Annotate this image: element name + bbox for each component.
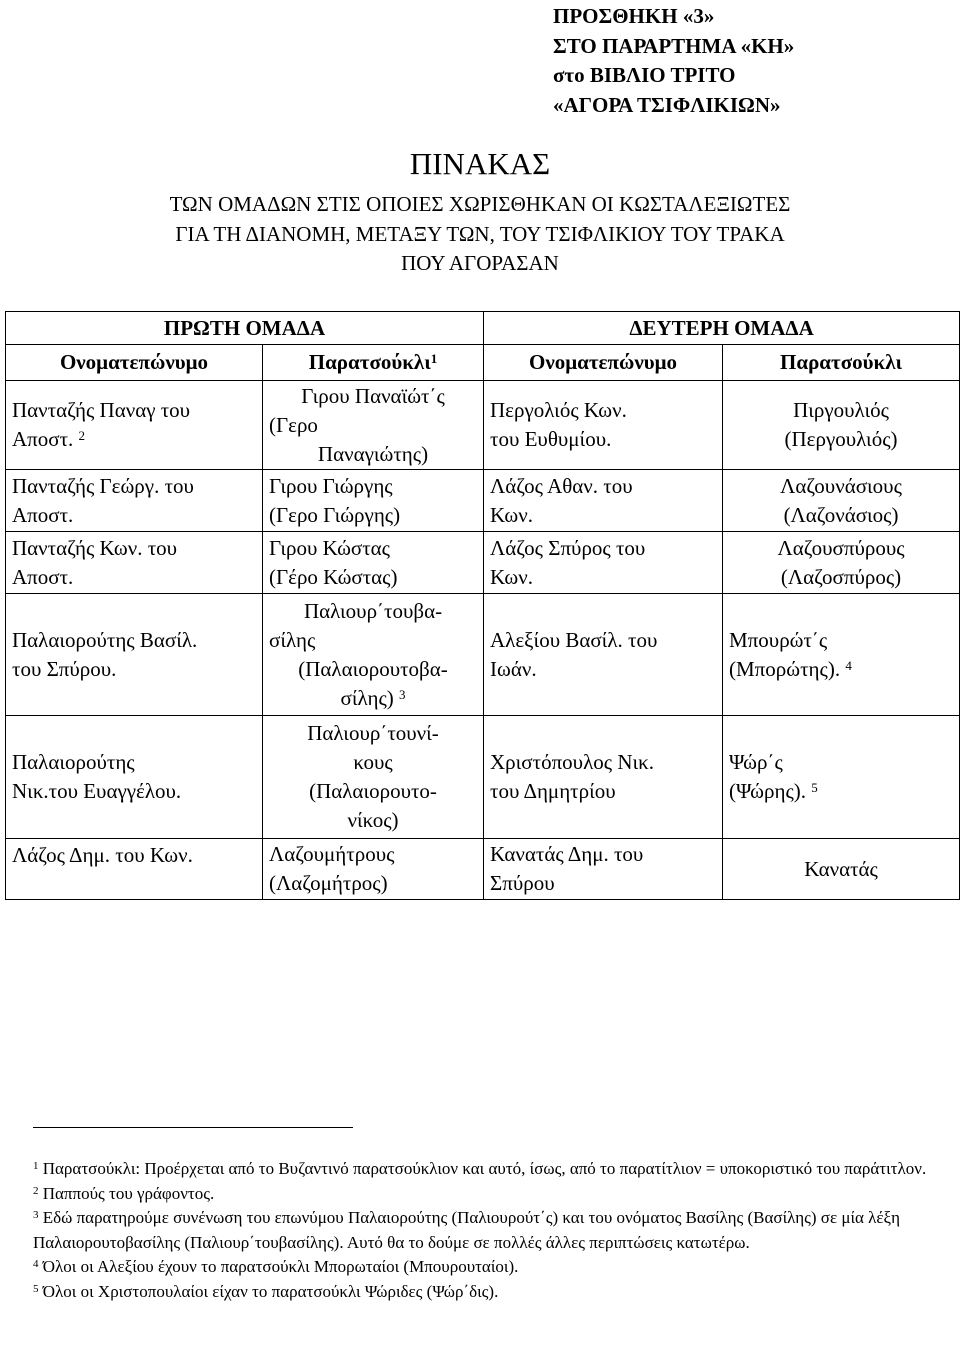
footnote-ref: 4 <box>845 657 852 673</box>
cell-line: (Γερο <box>269 412 318 437</box>
cell-line: Κανατάς <box>804 856 878 881</box>
table-row <box>6 716 960 839</box>
cell-line <box>269 684 477 713</box>
name-cell <box>6 594 263 716</box>
footnote-text: Όλοι οι Χριστοπουλαίοι είχαν το παρατσούκλι Ψώριδες (Ψώρ΄δις). <box>42 1281 499 1301</box>
group-second-header: ΔΕΥΤΕΡΗ ΟΜΑΔΑ <box>484 312 960 345</box>
name-cell <box>6 716 263 839</box>
header-line: «ΑΓΟΡΑ ΤΣΙΦΛΙΚΙΩΝ» <box>553 92 781 117</box>
cell-text: (Ψώρης). <box>729 779 807 803</box>
table-row <box>6 470 960 532</box>
nickname-cell <box>723 839 960 900</box>
footnote <box>33 1280 933 1305</box>
name-cell <box>484 532 723 594</box>
name-cell <box>6 381 263 470</box>
cell-line: (Περγουλιός) <box>784 427 898 451</box>
footnote-text: Εδώ παρατηρούμε συνένωση του επωνύμου Παλαιορούτης (Παλιουρούτ΄ς) και του ονόματος Βασίλης (Βασίλης) σε μία λέξη Παλαιορουτοβασίλης (Παλιουρ΄τουβασίλης). Αυτό θα το δούμε σε πολλές άλλες περιπτώσεις κατωτέρω. <box>33 1208 901 1252</box>
table-row <box>6 594 960 716</box>
cell-line: (Γέρο Κώστας) <box>269 564 398 589</box>
nickname-cell <box>723 470 960 532</box>
nickname-cell <box>263 594 484 716</box>
cell-line: του Σπύρου. <box>12 656 117 681</box>
cell-line: σίλης <box>269 627 316 652</box>
name-cell <box>6 839 263 900</box>
cell-line: Σπύρου <box>490 871 555 895</box>
cell-line: Λαζουσπύρους <box>777 535 905 560</box>
cell-line: (Γερο Γιώργης) <box>269 502 401 527</box>
footnote-ref: 3 <box>399 686 406 702</box>
table-row <box>6 381 960 470</box>
name-cell <box>6 532 263 594</box>
cell-line: Παλαιορούτης Βασίλ. <box>12 627 198 652</box>
footnote-number: 4 <box>33 1258 39 1270</box>
nickname-cell <box>723 532 960 594</box>
name-cell <box>484 839 723 900</box>
name-cell <box>484 716 723 839</box>
nickname-cell <box>723 716 960 839</box>
cell-line: Λάζος Σπύρος του <box>490 535 646 560</box>
table-row <box>6 532 960 594</box>
cell-line: Λαζουμήτρους <box>269 842 395 866</box>
footnote <box>33 1206 933 1255</box>
footnote-text: Παππούς του γράφοντος. <box>42 1183 215 1203</box>
subtitle-line: ΓΙΑ ΤΗ ΔΙΑΝΟΜΗ, ΜΕΤΑΞΥ ΤΩΝ, ΤΟΥ ΤΣΙΦΛΙΚΙΟΥ ΤΟΥ ΤΡΑΚΑ <box>175 221 785 246</box>
cell-line: Περγολιός Κων. <box>490 398 627 422</box>
footnote-ref: 2 <box>78 428 86 443</box>
page-subtitle <box>0 190 960 279</box>
cell-line: Αλεξίου Βασίλ. του <box>490 627 658 652</box>
footnote-text: Παρατσούκλι: Προέρχεται από το Βυζαντινό παρατσούκλιον και αυτό, ίσως, από το παρατίτλιον = υποκοριστικό του παράτιτλον. <box>42 1159 927 1178</box>
cell-line: Γιρου Παναϊώτ΄ς <box>301 383 445 408</box>
cell-line: Κων. <box>490 564 533 589</box>
cell-line: Αποστ. <box>12 502 74 527</box>
document-header <box>553 2 794 120</box>
nickname-cell <box>723 381 960 470</box>
cell-line: Λάζος Αθαν. του <box>490 473 633 498</box>
subtitle-line: ΠΟΥ ΑΓΟΡΑΣΑΝ <box>401 251 559 275</box>
nickname-cell <box>263 381 484 470</box>
name-cell <box>484 594 723 716</box>
footnote-ref: 1 <box>430 351 438 366</box>
cell-text: Αποστ. <box>12 427 74 451</box>
cell-line: του Δημητρίου <box>490 779 616 803</box>
nickname-cell <box>263 532 484 594</box>
cell-line: (Λαζοσπύρος) <box>780 564 902 589</box>
name-cell <box>6 470 263 532</box>
cell-line: Γιρου Γιώργης <box>269 473 393 498</box>
col-name-header: Ονοματεπώνυμο <box>484 345 723 381</box>
name-cell <box>484 381 723 470</box>
cell-line: Λαζουνάσιους <box>780 473 902 498</box>
cell-line: νίκος) <box>347 808 399 832</box>
cell-line: Παναγιώτης) <box>317 441 429 466</box>
name-cell <box>484 470 723 532</box>
footnote <box>33 1157 933 1182</box>
cell-line <box>12 425 256 454</box>
cell-line: Παλιουρ΄τουνί- <box>307 721 439 745</box>
group-first-header: ΠΡΩΤΗ ΟΜΑΔΑ <box>6 312 484 345</box>
col-nickname-label: Παρατσούκλι <box>308 350 431 374</box>
cell-line <box>729 777 953 806</box>
cell-line: Ψώρ΄ς <box>729 750 783 774</box>
header-line: ΣΤΟ ΠΑΡΑΡΤΗΜΑ «ΚΗ» <box>553 33 795 58</box>
cell-line: Πανταζής Παναγ του <box>12 398 191 422</box>
footnote-number: 1 <box>33 1160 39 1172</box>
header-line: ΠΡΟΣΘΗΚΗ «3» <box>553 4 715 28</box>
cell-line: Παλαιορούτης <box>12 750 135 774</box>
footnote-number: 2 <box>33 1184 39 1197</box>
table-row <box>6 839 960 900</box>
cell-line: (Λαζομήτρος) <box>269 871 388 895</box>
header-line: στο ΒΙΒΛΙΟ ΤΡΙΤΟ <box>553 63 736 87</box>
cell-line: Χριστόπουλος Νικ. <box>490 750 654 774</box>
cell-line: Αποστ. <box>12 564 74 589</box>
groups-table <box>5 311 960 900</box>
column-header-row <box>6 345 960 381</box>
cell-line: του Ευθυμίου. <box>490 427 612 451</box>
cell-line: (Παλαιορουτοβα- <box>298 656 448 681</box>
cell-line: Λάζος Δημ. του Κων. <box>12 843 193 867</box>
footnote <box>33 1255 933 1280</box>
col-name-header: Ονοματεπώνυμο <box>6 345 263 381</box>
footnote <box>33 1182 933 1207</box>
cell-line: Πανταζής Γεώργ. του <box>12 473 194 498</box>
nickname-cell <box>723 594 960 716</box>
subtitle-line: ΤΩΝ ΟΜΑΔΩΝ ΣΤΙΣ ΟΠΟΙΕΣ ΧΩΡΙΣΘΗΚΑΝ ΟΙ ΚΩΣΤΑΛΕΞΙΩΤΕΣ <box>169 192 791 216</box>
group-header-row <box>6 312 960 345</box>
cell-line: Γιρου Κώστας <box>269 535 390 560</box>
cell-line: (Παλαιορουτο- <box>309 779 437 803</box>
cell-line <box>729 655 953 684</box>
nickname-cell <box>263 470 484 532</box>
nickname-cell <box>263 839 484 900</box>
footnote-ref: 5 <box>811 780 818 795</box>
cell-line: Μπουρώτ΄ς <box>729 627 828 652</box>
nickname-cell <box>263 716 484 839</box>
cell-line: κους <box>353 750 393 774</box>
cell-line: Πιργουλιός <box>793 398 889 422</box>
cell-line: (Λαζονάσιος) <box>783 502 899 527</box>
cell-line: Κανατάς Δημ. του <box>490 842 644 866</box>
cell-line: Πανταζής Κων. του <box>12 535 178 560</box>
col-nickname-header <box>263 345 484 381</box>
cell-line: Κων. <box>490 502 533 527</box>
cell-text: σίλης) <box>340 685 394 710</box>
footnote-text: Όλοι οι Αλεξίου έχουν το παρατσούκλι Μπορωταίοι (Μπουρουταίοι). <box>42 1257 519 1276</box>
footnote-divider <box>33 1127 353 1128</box>
col-nickname-header: Παρατσούκλι <box>723 345 960 381</box>
cell-line: Νικ.του Ευαγγέλου. <box>12 779 182 803</box>
cell-text: (Μπορώτης). <box>729 656 841 681</box>
cell-line: Παλιουρ΄τουβα- <box>303 598 443 623</box>
footnotes <box>33 1157 933 1304</box>
cell-line: Ιωάν. <box>490 656 537 681</box>
page-title: ΠΙΝΑΚΑΣ <box>409 146 551 181</box>
footnote-number: 3 <box>33 1209 39 1221</box>
footnote-number: 5 <box>33 1282 39 1295</box>
